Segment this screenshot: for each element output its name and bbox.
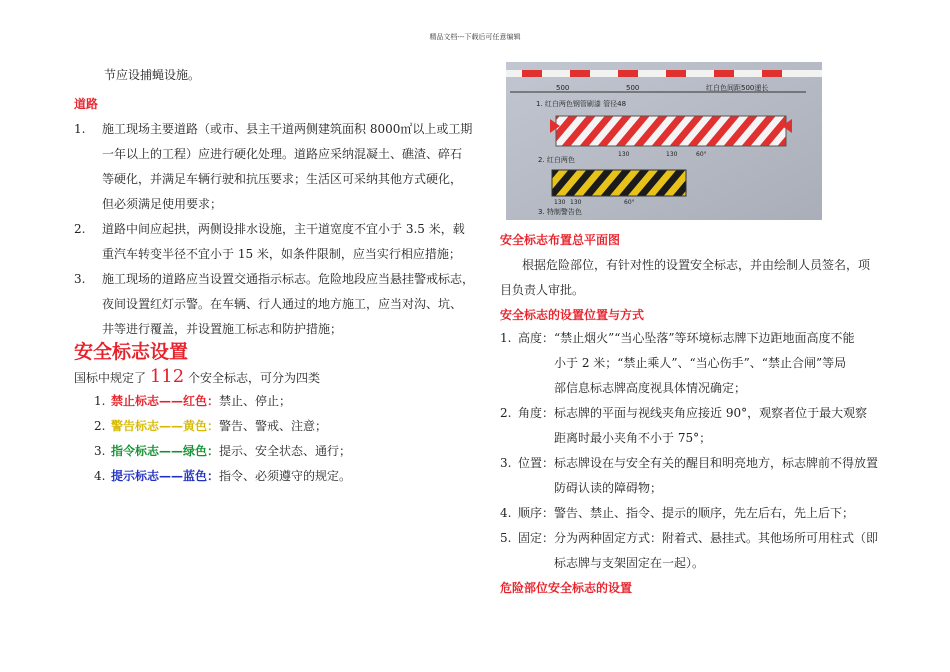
pos-item-2-line: 角度：标志牌的平面与视线夹角应接近 90°，观察者位于最大观察	[518, 406, 868, 420]
national-post: 个安全标志，可分为四类	[188, 371, 321, 385]
pipe-segment	[570, 70, 590, 77]
plan-line: 根据危险部位，有针对性的设置安全标志，并由绘制人员签名，项	[522, 258, 871, 272]
pipe-segment	[762, 70, 782, 77]
pos-item-3-line: 防碍认读的障碍物；	[554, 481, 663, 495]
road-item-2-line: 重汽车转变半径不宜小于 15 米，如条件限制，应当实行相应措施；	[102, 247, 461, 261]
category-3-num: 3.	[94, 444, 106, 458]
road-heading: 道路	[74, 97, 99, 111]
dim-130-d: 130	[570, 199, 582, 206]
category-2-desc: 警告、警戒、注意；	[219, 419, 328, 433]
barrier-sample-photo	[506, 62, 822, 220]
red-white-stripes	[556, 116, 786, 146]
sign-heading: 安全标志设置	[74, 341, 189, 363]
category-4	[111, 468, 351, 484]
pos-item-5-num: 5.	[500, 531, 512, 545]
pos-item-2-num: 2.	[500, 406, 512, 420]
dim-130-a: 130	[618, 151, 630, 158]
road-item-1-line: 等硬化，并满足车辆行驶和抗压要求；生活区可采纳其他方式硬化，	[102, 172, 463, 186]
road-item-3-line: 井等进行覆盖，并设置施工标志和防护措施；	[102, 322, 343, 336]
pos-item-5-line: 固定：分为两种固定方式：附着式、悬挂式。其他场所可用柱式（即	[518, 531, 879, 545]
road-item-3-line: 施工现场的道路应当设置交通指示标志。危险地段应当悬挂警戒标志，	[102, 272, 475, 286]
category-2	[111, 418, 327, 434]
pipe-segment	[618, 70, 638, 77]
pos-item-1-line: 小于 2 米；“禁止乘人”、“当心伤手”、“禁止合闸”等局	[554, 356, 847, 370]
road-item-3-line: 夜间设置红灯示警。在车辆、行人通过的地方施工，应当对沟、坑、	[102, 297, 463, 311]
pipe-segment	[666, 70, 686, 77]
pos-item-5-line: 标志牌与支架固定在一起）。	[554, 556, 705, 570]
yellow-black-stripes	[552, 170, 686, 196]
pos-item-4-line: 顺序：警告、禁止、指令、提示的顺序，先左后右，先上后下；	[518, 506, 855, 520]
category-1-num: 1.	[94, 394, 106, 408]
category-2-label: 警告标志——黄色：	[111, 419, 220, 433]
intro-line: 节应设捕蝇设施。	[104, 68, 201, 82]
category-2-num: 2.	[94, 419, 106, 433]
dim-500-a: 500	[556, 84, 570, 92]
plan-heading: 安全标志布置总平面图	[500, 233, 621, 247]
road-item-1-line: 施工现场主要道路（或市、县主干道两侧建筑面积 8000㎡以上或工期	[102, 122, 473, 136]
label-1: 1. 红白两色钢管刷漆 管径48	[536, 100, 627, 108]
pos-item-4-num: 4.	[500, 506, 512, 520]
barrier-sample-drawing	[506, 62, 822, 220]
road-item-1-line: 一年以上的工程）应进行硬化处理。道路应采纳混凝土、礁渣、碎石	[102, 147, 463, 161]
category-3-desc: 提示、安全状态、通行；	[219, 444, 352, 458]
road-item-3-num: 3.	[74, 272, 86, 286]
angle-60-b: 60°	[624, 199, 635, 206]
dim-spacing-note: 红白色间距500递长	[706, 84, 769, 92]
pos-item-3-num: 3.	[500, 456, 512, 470]
label-3: 3. 特制警告色	[538, 208, 582, 216]
page-header: 精品文档---下载后可任意编辑	[429, 33, 521, 41]
pos-item-1-line: 部信息标志牌高度视具体情况确定；	[554, 381, 747, 395]
pos-item-1-line: 高度：“禁止烟火”“当心坠落”等环境标志牌下边距地面高度不能	[518, 331, 855, 345]
label-2: 2. 红白两色	[538, 156, 575, 164]
category-1-desc: 禁止、停止；	[219, 394, 292, 408]
national-pre: 国标中规定了	[74, 371, 147, 385]
category-1	[111, 393, 291, 409]
road-item-2-line: 道路中间应起拱，两侧设排水设施，主干道宽度不宜小于 3.5 米，载	[102, 222, 465, 236]
dim-130-c: 130	[554, 199, 566, 206]
angle-60-a: 60°	[696, 151, 707, 158]
dim-130-b: 130	[666, 151, 678, 158]
category-4-num: 4.	[94, 469, 106, 483]
category-4-desc: 指令、必须遵守的规定。	[219, 469, 352, 483]
road-item-2-num: 2.	[74, 222, 86, 236]
road-item-1-num: 1.	[74, 122, 86, 136]
danger-heading: 危险部位安全标志的设置	[500, 581, 633, 595]
category-4-label: 提示标志——蓝色：	[111, 469, 220, 483]
pos-item-1-num: 1.	[500, 331, 512, 345]
national-standard-line	[74, 368, 320, 387]
position-heading: 安全标志的设置位置与方式	[500, 308, 645, 322]
dim-500-b: 500	[626, 84, 640, 92]
pipe-segment	[714, 70, 734, 77]
pipe-segment	[522, 70, 542, 77]
category-3-label: 指令标志——绿色：	[111, 444, 220, 458]
pos-item-3-line: 位置：标志牌设在与安全有关的醒目和明亮地方，标志牌前不得放置	[518, 456, 879, 470]
plan-line: 目负责人审批。	[500, 283, 585, 297]
national-count: 112	[149, 366, 185, 387]
pos-item-2-line: 距离时最小夹角不小于 75°；	[554, 431, 712, 445]
road-item-1-line: 但必须满足使用要求；	[102, 197, 223, 211]
category-3	[111, 443, 351, 459]
category-1-label: 禁止标志——红色：	[111, 394, 220, 408]
